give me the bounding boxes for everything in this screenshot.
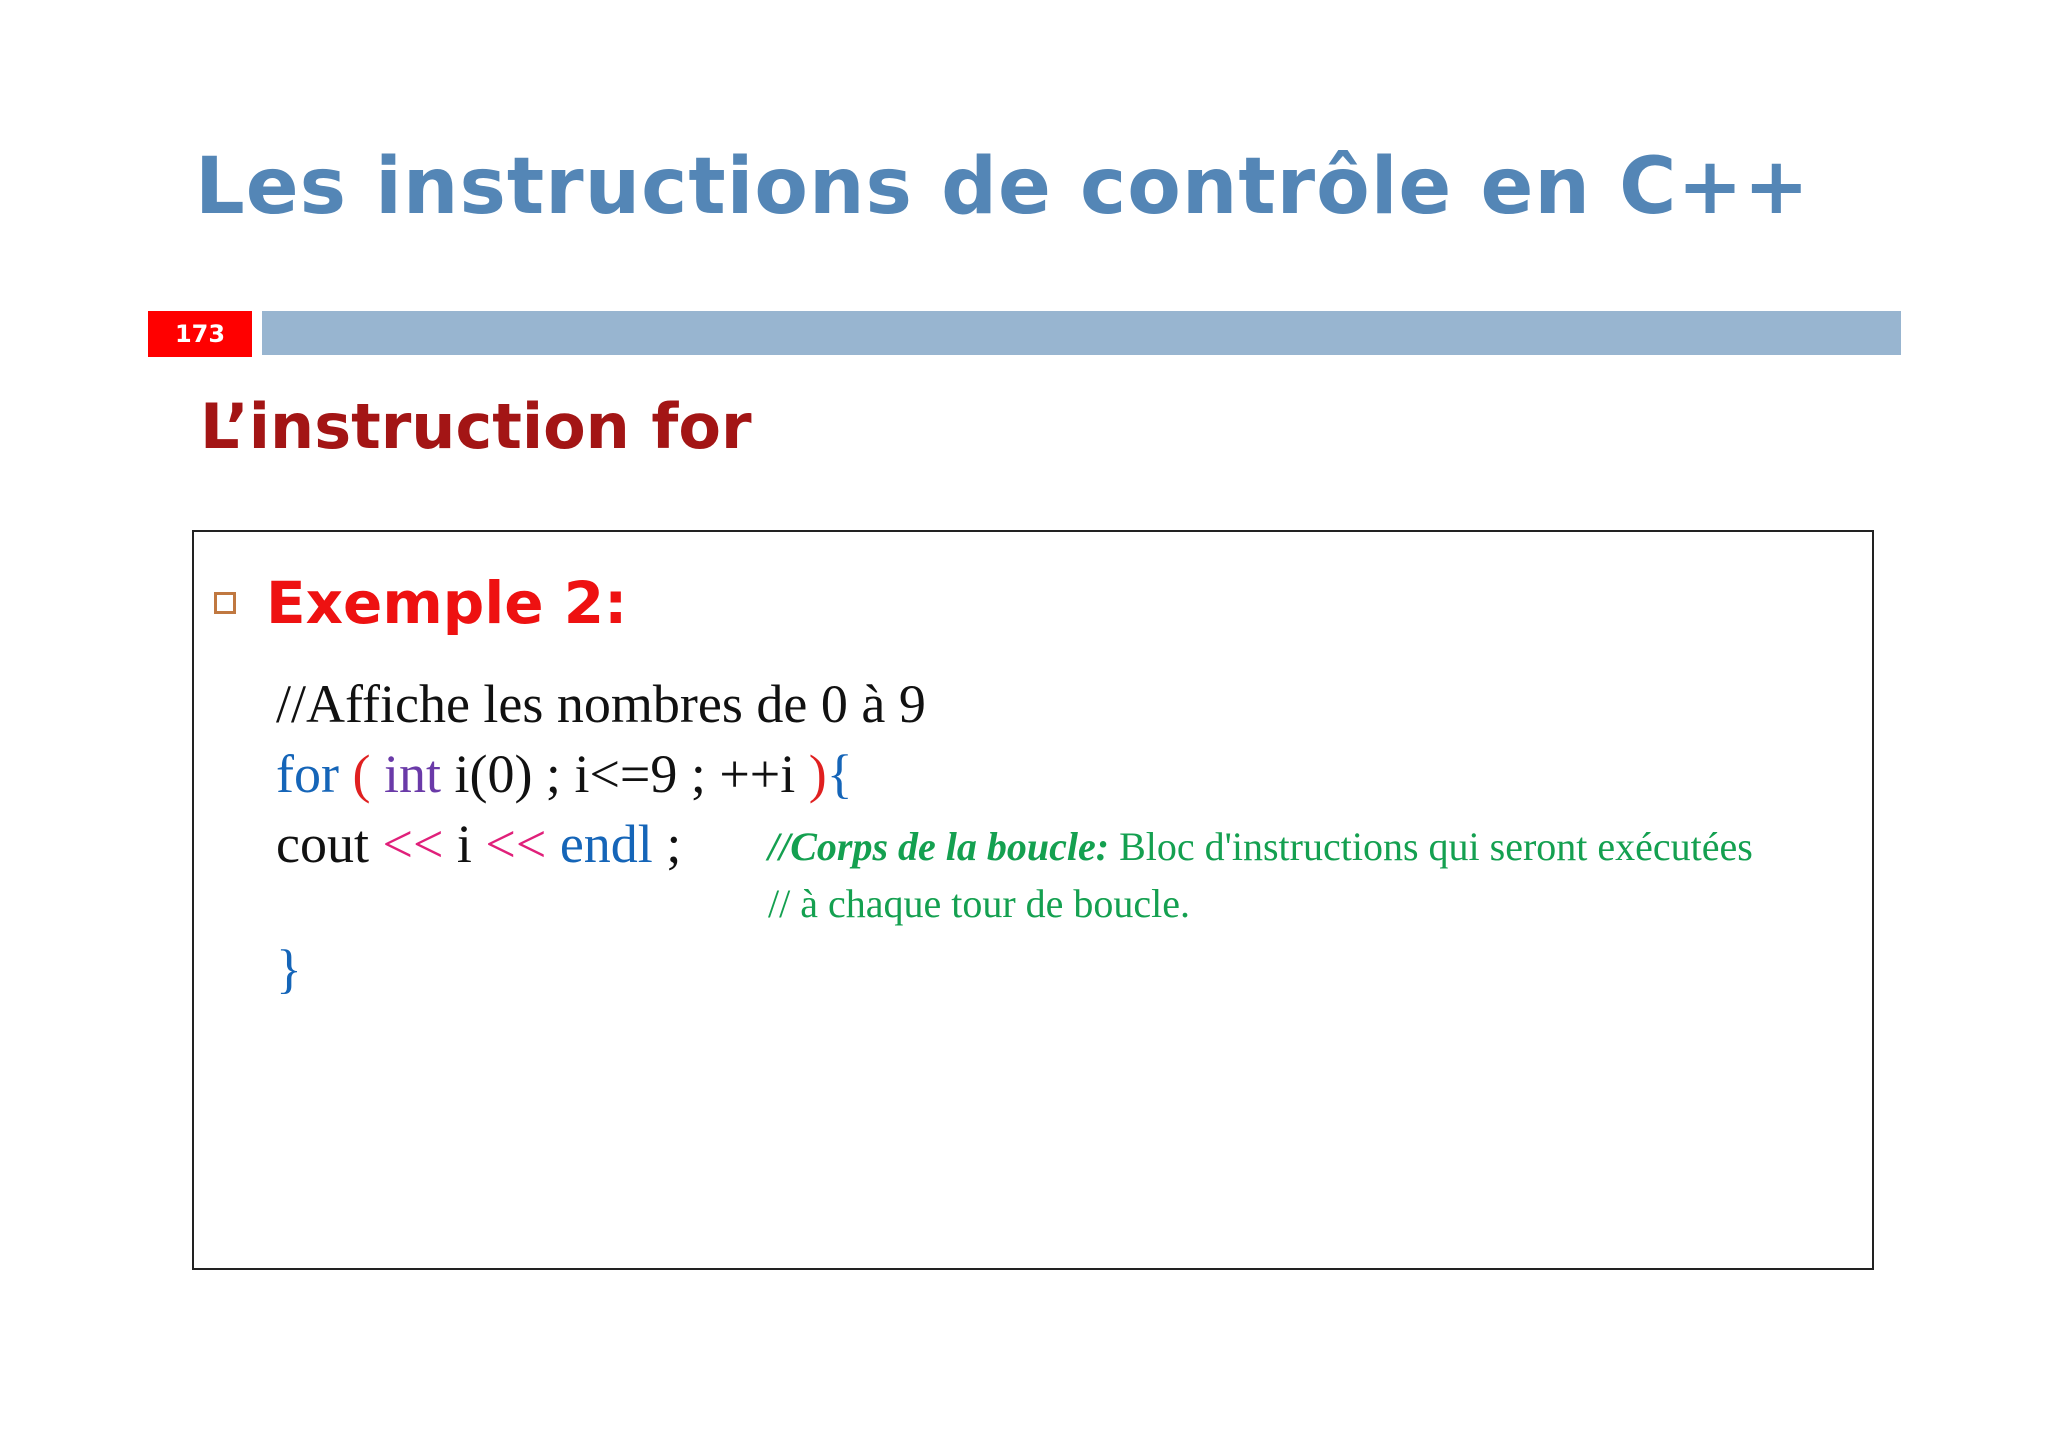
- int-keyword: int: [383, 744, 441, 804]
- example-bullet-row: [214, 569, 628, 637]
- comment-text: //Affiche les nombres de 0 à 9: [276, 674, 926, 734]
- variable-i: i: [456, 814, 472, 874]
- close-paren: ): [808, 744, 827, 804]
- cout-token: cout: [276, 814, 369, 874]
- example-heading: Exemple 2:: [266, 569, 628, 637]
- annotation-prefix: //Corps de la boucle:: [768, 824, 1110, 869]
- title-divider-bar: [262, 311, 1901, 355]
- square-bullet-icon: [214, 592, 236, 614]
- annotation-text: Bloc d'instructions qui seront exécutées: [1109, 824, 1753, 869]
- code-close-brace-line: [276, 939, 302, 999]
- semicolon: ;: [666, 814, 682, 874]
- endl-token: endl: [559, 814, 653, 874]
- section-subtitle: L’instruction for: [200, 390, 752, 463]
- loop-body-annotation-line2: // à chaque tour de boucle.: [768, 881, 1191, 926]
- example-box: [192, 530, 1874, 1270]
- open-brace: {: [826, 744, 853, 804]
- code-comment-line: [276, 674, 926, 734]
- code-cout-line: [276, 814, 682, 874]
- stream-operator: <<: [485, 814, 547, 874]
- open-paren: (: [352, 744, 371, 804]
- stream-operator: <<: [382, 814, 444, 874]
- slide-title: Les instructions de contrôle en C++: [195, 142, 1811, 232]
- close-brace: }: [276, 939, 302, 999]
- loop-body-annotation: [768, 824, 1753, 869]
- for-keyword: for: [276, 744, 339, 804]
- for-header-rest: i(0) ; i<=9 ; ++i: [454, 744, 796, 804]
- page-number-badge: 173: [148, 311, 252, 357]
- code-for-line: [276, 744, 853, 804]
